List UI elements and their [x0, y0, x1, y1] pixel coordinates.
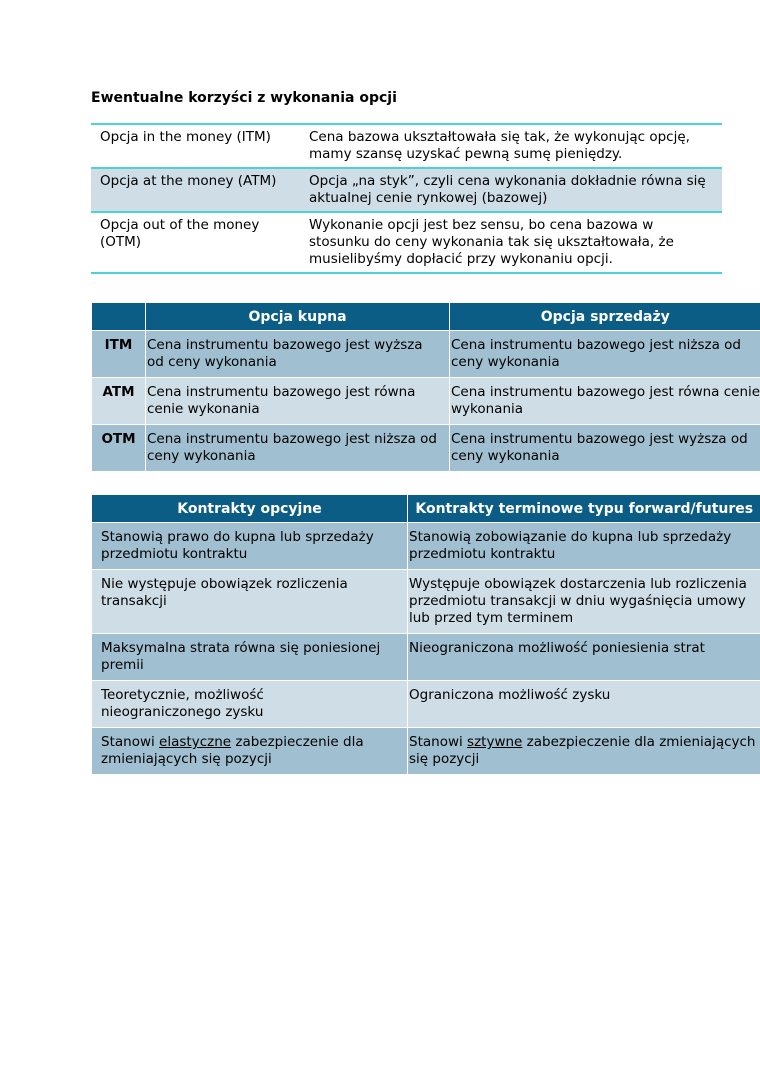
- term-cell: Opcja in the money (ITM): [100, 129, 271, 145]
- page-title: Ewentualne korzyści z wykonania opcji: [91, 90, 397, 106]
- term-cell: Opcja at the money (ATM): [91, 168, 300, 212]
- corner-header: [92, 303, 146, 331]
- call-option-header: Opcja kupna: [146, 303, 450, 331]
- table-row: [91, 124, 722, 168]
- table-row: [92, 523, 760, 570]
- put-option-header: Opcja sprzedaży: [450, 303, 760, 331]
- table-header-row: [92, 303, 760, 331]
- row-label: ATM: [92, 378, 146, 425]
- table-row: [92, 331, 760, 378]
- option-states-table: [91, 302, 760, 471]
- options-cell: Nie występuje obowiązek rozliczenia transakcji: [92, 570, 408, 634]
- call-cell: Cena instrumentu bazowego jest wyższa od ceny wykonania: [146, 331, 450, 378]
- option-contracts-header: Kontrakty opcyjne: [92, 495, 408, 523]
- table-row: [92, 681, 760, 728]
- table-row: [92, 570, 760, 634]
- row-label: ITM: [92, 331, 146, 378]
- futures-contracts-header: Kontrakty terminowe typu forward/futures: [408, 495, 760, 523]
- desc-cell: Wykonanie opcji jest bez sensu, bo cena bazowa w stosunku do ceny wykonania tak się ukształtowała, że musielibyśmy dopłacić przy wykonaniu opcji.: [309, 217, 674, 267]
- underlined-term: elastyczne: [159, 734, 232, 750]
- table-row: [92, 634, 760, 681]
- futures-cell: Występuje obowiązek dostarczenia lub rozliczenia przedmiotu transakcji w dniu wygaśnięcia umowy lub przed tym terminem: [408, 570, 760, 634]
- put-cell: Cena instrumentu bazowego jest wyższa od ceny wykonania: [450, 425, 760, 472]
- underlined-term: sztywne: [467, 734, 523, 750]
- futures-cell: Nieograniczona możliwość poniesienia strat: [408, 634, 760, 681]
- options-cell: Maksymalna strata równa się poniesionej premii: [92, 634, 408, 681]
- futures-cell: Stanowią zobowiązanie do kupna lub sprzedaży przedmiotu kontraktu: [408, 523, 760, 570]
- table-header-row: [92, 495, 760, 523]
- futures-cell: Stanowi sztywne zabezpieczenie dla zmieniających się pozycji: [408, 728, 760, 775]
- put-cell: Cena instrumentu bazowego jest niższa od ceny wykonania: [450, 331, 760, 378]
- desc-cell: Opcja „na styk”, czyli cena wykonania dokładnie równa się aktualnej cenie rynkowej (bazowej): [300, 168, 722, 212]
- futures-cell: Ograniczona możliwość zysku: [408, 681, 760, 728]
- put-cell: Cena instrumentu bazowego jest równa cenie wykonania: [450, 378, 760, 425]
- table-row: [92, 728, 760, 775]
- table-row: [92, 378, 760, 425]
- table-row: [92, 425, 760, 472]
- options-cell: Teoretycznie, możliwość nieograniczonego zysku: [92, 681, 408, 728]
- options-cell: Stanowią prawo do kupna lub sprzedaży przedmiotu kontraktu: [92, 523, 408, 570]
- table-row: [91, 212, 722, 273]
- benefits-table: [91, 123, 722, 274]
- contracts-comparison-table: [91, 494, 760, 774]
- row-label: OTM: [92, 425, 146, 472]
- call-cell: Cena instrumentu bazowego jest niższa od ceny wykonania: [146, 425, 450, 472]
- options-cell: Stanowi elastyczne zabezpieczenie dla zmieniających się pozycji: [92, 728, 408, 775]
- desc-cell: Cena bazowa ukształtowała się tak, że wykonując opcję, mamy szansę uzyskać pewną sumę pieniędzy.: [309, 129, 690, 162]
- table-row: [91, 168, 722, 212]
- term-cell: Opcja out of the money (OTM): [100, 217, 260, 250]
- call-cell: Cena instrumentu bazowego jest równa cenie wykonania: [146, 378, 450, 425]
